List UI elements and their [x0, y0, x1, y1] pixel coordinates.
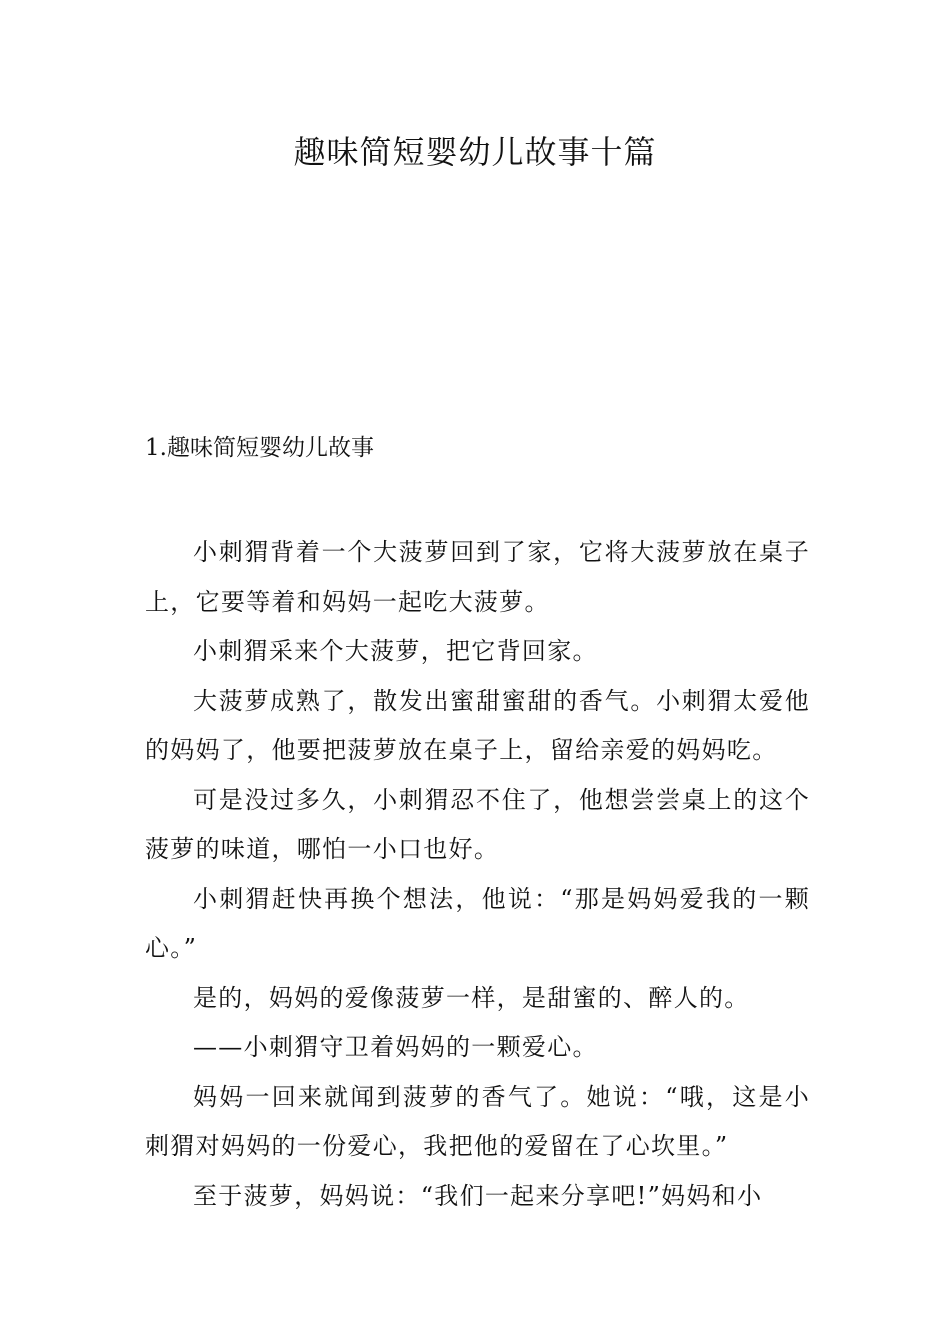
document-title: 趣味简短婴幼儿故事十篇	[293, 133, 657, 171]
story-body	[145, 528, 810, 1221]
paragraph: ——小刺猬守卫着妈妈的一颗爱心。	[193, 1033, 598, 1061]
paragraph: 小刺猬赶快再换个想法，他说：“那是妈妈爱我的一颗心。”	[145, 884, 810, 962]
section-heading: 1.趣味简短婴幼儿故事	[145, 435, 374, 461]
paragraph: 大菠萝成熟了，散发出蜜甜蜜甜的香气。小刺猬太爱他的妈妈了，他要把菠萝放在桌子上，留给亲爱的妈妈吃。	[145, 686, 810, 764]
paragraph: 是的，妈妈的爱像菠萝一样，是甜蜜的、醉人的。	[193, 983, 750, 1012]
paragraph: 小刺猬背着一个大菠萝回到了家，它将大菠萝放在桌子上，它要等着和妈妈一起吃大菠萝。	[145, 538, 810, 616]
paragraph: 至于菠萝，妈妈说：“我们一起来分享吧!”妈妈和小	[193, 1181, 763, 1210]
paragraph: 妈妈一回来就闻到菠萝的香气了。她说：“哦，这是小刺猬对妈妈的一份爱心，我把他的爱留在了心坎里。”	[145, 1082, 810, 1160]
paragraph: 可是没过多久，小刺猬忍不住了，他想尝尝桌上的这个菠萝的味道，哪怕一小口也好。	[145, 785, 810, 863]
paragraph: 小刺猬采来个大菠萝，把它背回家。	[193, 637, 598, 665]
